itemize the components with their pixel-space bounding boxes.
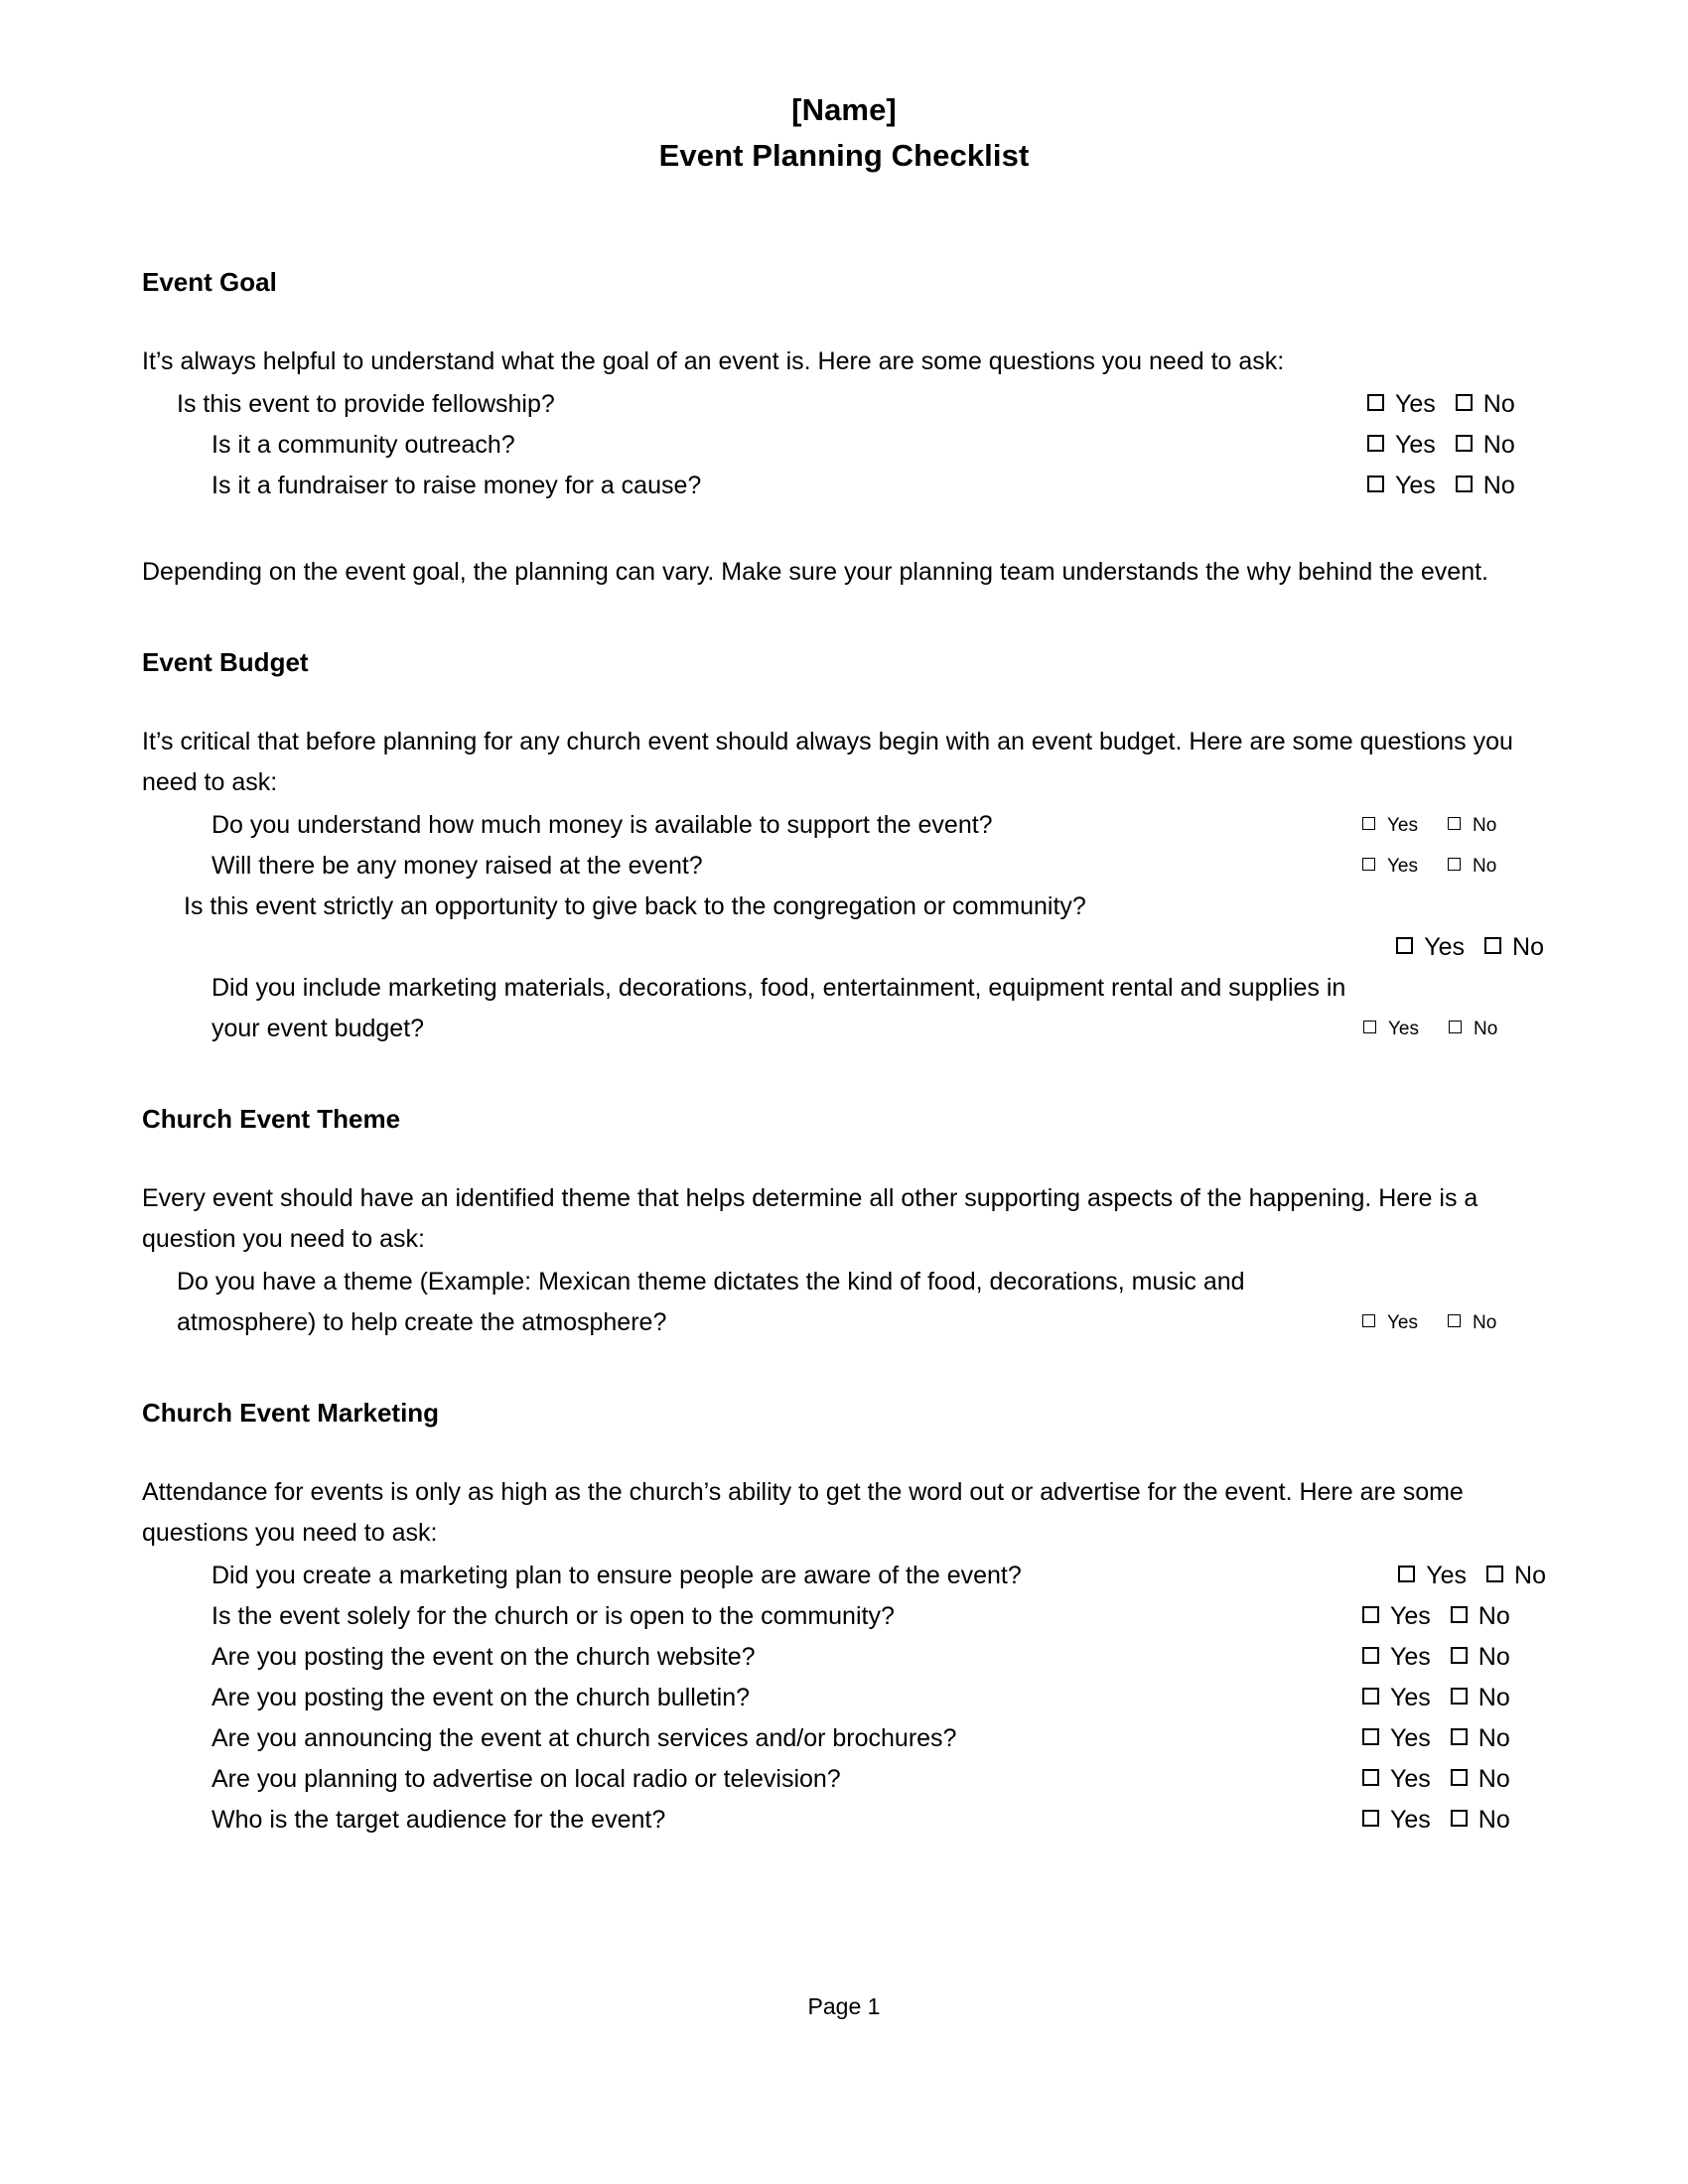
checkbox-yes-icon[interactable] [1362,1810,1379,1827]
question-text: Did you include marketing materials, decorations, food, entertainment, equipment rental and supplies in your event budget? [211,974,1353,1042]
checkbox-no-icon[interactable] [1456,394,1473,411]
checkbox-yes-label: Yes [1390,1724,1431,1752]
checklist-item[interactable] [142,887,1546,927]
section-outro-event-goal: Depending on the event goal, the planning can vary. Make sure your planning team understands the why behind the event. [142,558,1488,586]
checkbox-yes-label: Yes [1426,1562,1468,1589]
checkbox-yes-label: Yes [1390,1602,1431,1630]
checklist-item[interactable] [142,1718,1546,1759]
checkbox-no-icon[interactable] [1448,858,1461,871]
yes-no-checkbox-group[interactable] [1367,425,1546,466]
document-title [0,0,1688,179]
checkbox-yes-icon[interactable] [1362,1688,1379,1705]
question-text: Is the event solely for the church or is open to the community? [211,1602,895,1630]
yes-no-checkbox-group[interactable] [1362,1718,1546,1759]
question-text: Do you understand how much money is available to support the event? [211,811,993,839]
checkbox-no-icon[interactable] [1484,937,1501,954]
checkbox-no-label: No [1482,390,1515,418]
checkbox-yes-icon[interactable] [1362,1728,1379,1745]
checkbox-no-label: No [1482,431,1515,459]
yes-no-checkbox-group[interactable] [1362,1678,1546,1718]
checkbox-yes-label: Yes [1390,1806,1431,1834]
title-line-main: Event Planning Checklist [658,138,1030,173]
checkbox-no-icon[interactable] [1451,1810,1468,1827]
yes-no-checkbox-group[interactable] [1367,466,1546,506]
checkbox-yes-icon[interactable] [1362,858,1375,871]
question-text: Are you posting the event on the church bulletin? [211,1684,751,1711]
checkbox-yes-icon[interactable] [1367,435,1384,452]
yes-no-checkbox-group[interactable] [1362,1759,1546,1800]
yes-no-checkbox-group[interactable] [1362,1302,1546,1343]
yes-no-checkbox-group[interactable] [1367,384,1546,425]
question-text: Will there be any money raised at the event? [211,852,703,880]
checkbox-no-label: No [1473,1312,1497,1333]
yes-no-checkbox-group[interactable] [1362,1637,1546,1678]
checkbox-no-icon[interactable] [1448,817,1461,830]
checklist-item[interactable] [142,1800,1546,1841]
section-heading-church-event-theme: Church Event Theme [142,1104,401,1134]
yes-no-checkbox-group[interactable] [1396,927,1544,968]
checkbox-no-label: No [1482,472,1515,499]
checkbox-no-icon[interactable] [1451,1688,1468,1705]
question-text: Are you announcing the event at church services and/or brochures? [211,1724,957,1752]
checkbox-no-label: No [1477,1765,1510,1793]
checkbox-yes-icon[interactable] [1367,476,1384,492]
checkbox-yes-icon[interactable] [1367,394,1384,411]
checkbox-no-icon[interactable] [1448,1314,1461,1327]
checkbox-no-icon[interactable] [1449,1021,1462,1033]
section-heading-event-budget: Event Budget [142,647,309,677]
checkbox-yes-icon[interactable] [1362,817,1375,830]
checkbox-yes-label: Yes [1388,1019,1419,1039]
yes-no-checkbox-group[interactable] [1363,1009,1547,1049]
checklist-item[interactable] [142,1678,1546,1718]
question-text: Is this event to provide fellowship? [177,390,555,418]
checkbox-yes-label: Yes [1395,390,1436,418]
question-text: Are you posting the event on the church website? [211,1643,756,1671]
checklist-item[interactable] [142,1759,1546,1800]
checkbox-no-label: No [1514,1562,1546,1589]
question-text: Who is the target audience for the event? [211,1806,666,1834]
checkbox-no-label: No [1477,1643,1510,1671]
yes-no-checkbox-group[interactable] [1398,1556,1546,1596]
section-heading-event-goal: Event Goal [142,267,277,297]
checkbox-no-icon[interactable] [1456,476,1473,492]
checkbox-yes-label: Yes [1390,1765,1431,1793]
checkbox-yes-label: Yes [1387,856,1418,877]
checkbox-yes-label: Yes [1387,1312,1418,1333]
checkbox-no-label: No [1477,1806,1510,1834]
page-footer [0,1990,1688,2022]
checklist-item[interactable] [142,1637,1546,1678]
section-intro-event-goal: It’s always helpful to understand what the goal of an event is. Here are some questions you need to ask: [142,347,1285,375]
checkbox-no-label: No [1473,815,1497,836]
checklist-item[interactable] [142,805,1546,846]
checkbox-yes-label: Yes [1395,431,1436,459]
checkbox-yes-icon[interactable] [1362,1647,1379,1664]
checkbox-yes-label: Yes [1424,933,1466,961]
question-text: Did you create a marketing plan to ensure people are aware of the event? [211,1562,1022,1589]
checkbox-no-label: No [1477,1602,1510,1630]
title-line-name: [Name] [791,92,897,127]
checkbox-no-label: No [1477,1724,1510,1752]
section-intro-event-budget: It’s critical that before planning for any church event should always begin with an event budget. Here are some questions you need to ask: [142,728,1513,796]
checkbox-no-label: No [1512,933,1544,961]
checkbox-yes-label: Yes [1395,472,1436,499]
section-heading-church-event-marketing: Church Event Marketing [142,1398,440,1428]
checkbox-yes-icon[interactable] [1362,1314,1375,1327]
checklist-item[interactable] [142,1556,1546,1596]
document-body [142,264,1546,1841]
checkbox-yes-label: Yes [1390,1684,1431,1711]
page-number: Page 1 [807,1993,881,2019]
checkbox-yes-icon[interactable] [1396,937,1413,954]
checkbox-yes-icon[interactable] [1362,1769,1379,1786]
checkbox-yes-icon[interactable] [1363,1021,1376,1033]
yes-no-row-standalone[interactable] [142,927,1546,968]
checkbox-no-icon[interactable] [1451,1606,1468,1623]
yes-no-checkbox-group[interactable] [1362,805,1546,846]
checklist-item[interactable] [142,1596,1546,1637]
question-text: Is this event strictly an opportunity to give back to the congregation or community? [184,892,1086,920]
checkbox-yes-icon[interactable] [1398,1566,1415,1582]
checkbox-no-label: No [1474,1019,1498,1039]
checklist-item[interactable] [142,846,1546,887]
yes-no-checkbox-group[interactable] [1362,1596,1546,1637]
yes-no-checkbox-group[interactable] [1362,846,1546,887]
checklist-item[interactable] [142,384,1546,425]
checkbox-yes-label: Yes [1390,1643,1431,1671]
checkbox-no-icon[interactable] [1486,1566,1503,1582]
question-text: Are you planning to advertise on local radio or television? [211,1765,841,1793]
yes-no-checkbox-group[interactable] [1362,1800,1546,1841]
checkbox-no-icon[interactable] [1451,1769,1468,1786]
checkbox-no-icon[interactable] [1451,1647,1468,1664]
checkbox-no-icon[interactable] [1456,435,1473,452]
checkbox-no-label: No [1477,1684,1510,1711]
checklist-item[interactable] [142,466,1546,506]
checklist-item[interactable] [142,968,1546,1049]
section-intro-church-event-theme: Every event should have an identified theme that helps determine all other supporting aspects of the happening. Here is a question you need to ask: [142,1184,1478,1253]
checkbox-yes-icon[interactable] [1362,1606,1379,1623]
question-text: Do you have a theme (Example: Mexican theme dictates the kind of food, decorations, music and atmosphere) to help create the atmosphere? [177,1268,1252,1336]
checkbox-no-label: No [1473,856,1497,877]
question-text: Is it a community outreach? [211,431,515,459]
checkbox-yes-label: Yes [1387,815,1418,836]
question-text: Is it a fundraiser to raise money for a cause? [211,472,702,499]
checklist-item[interactable] [142,425,1546,466]
checklist-item[interactable] [142,1262,1546,1343]
checkbox-no-icon[interactable] [1451,1728,1468,1745]
section-intro-church-event-marketing: Attendance for events is only as high as the church’s ability to get the word out or advertise for the event. Here are some questions you need to ask: [142,1478,1464,1547]
